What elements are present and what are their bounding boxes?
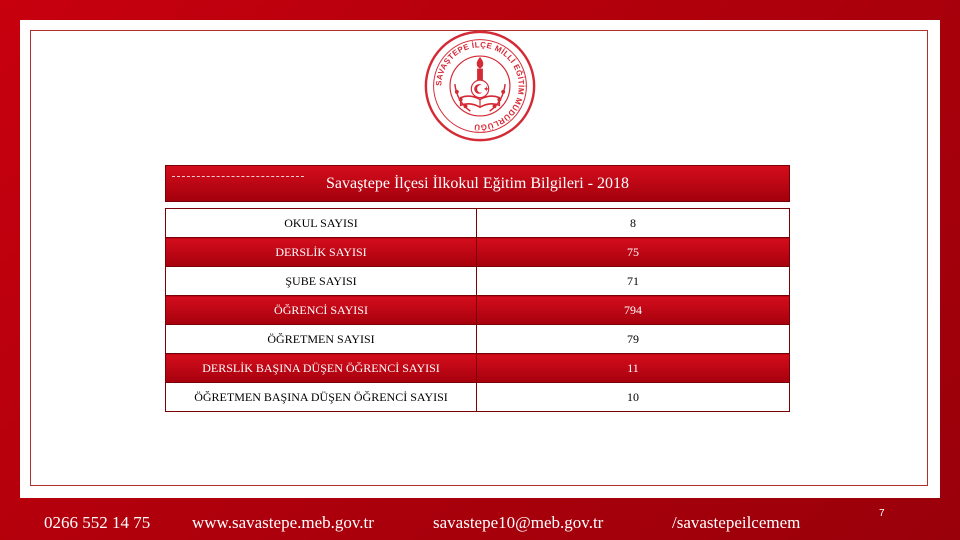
- row-label: ÖĞRETMEN SAYISI: [166, 325, 477, 354]
- table-title: Savaştepe İlçesi İlkokul Eğitim Bilgileri - 2018: [325, 174, 630, 192]
- contact-footer: [0, 500, 960, 540]
- table-row: [166, 238, 790, 267]
- row-value: 10: [477, 383, 790, 412]
- footer-website-link[interactable]: www.savastepe.meb.gov.tr: [192, 513, 374, 532]
- table-row: [166, 354, 790, 383]
- table-row: [166, 296, 790, 325]
- row-value: 11: [477, 354, 790, 383]
- page-number: 7: [879, 508, 885, 519]
- slide-canvas: [20, 20, 940, 498]
- row-label: ŞUBE SAYISI: [166, 267, 477, 296]
- footer-social-handle[interactable]: /savastepeilcemem: [672, 513, 801, 532]
- table-row: [166, 267, 790, 296]
- education-stats-table: [165, 208, 790, 412]
- row-label: ÖĞRETMEN BAŞINA DÜŞEN ÖĞRENCİ SAYISI: [166, 383, 477, 412]
- row-label: DERSLİK BAŞINA DÜŞEN ÖĞRENCİ SAYISI: [166, 354, 477, 383]
- ministry-emblem-logo: [422, 28, 538, 144]
- table-title-bar: [165, 165, 790, 202]
- row-value: 79: [477, 325, 790, 354]
- row-value: 71: [477, 267, 790, 296]
- row-value: 75: [477, 238, 790, 267]
- row-value: 8: [477, 209, 790, 238]
- row-label: DERSLİK SAYISI: [166, 238, 477, 267]
- table-row: [166, 209, 790, 238]
- decorative-dashes: [172, 176, 304, 177]
- footer-email-link[interactable]: savastepe10@meb.gov.tr: [433, 513, 604, 532]
- table-row: [166, 383, 790, 412]
- table-row: [166, 325, 790, 354]
- row-value: 794: [477, 296, 790, 325]
- logo-text: SAVAŞTEPE İLÇE MİLLİ EĞİTİM MÜDÜRLÜĞÜ: [434, 40, 526, 132]
- footer-phone: 0266 552 14 75: [44, 513, 151, 532]
- row-label: OKUL SAYISI: [166, 209, 477, 238]
- row-label: ÖĞRENCİ SAYISI: [166, 296, 477, 325]
